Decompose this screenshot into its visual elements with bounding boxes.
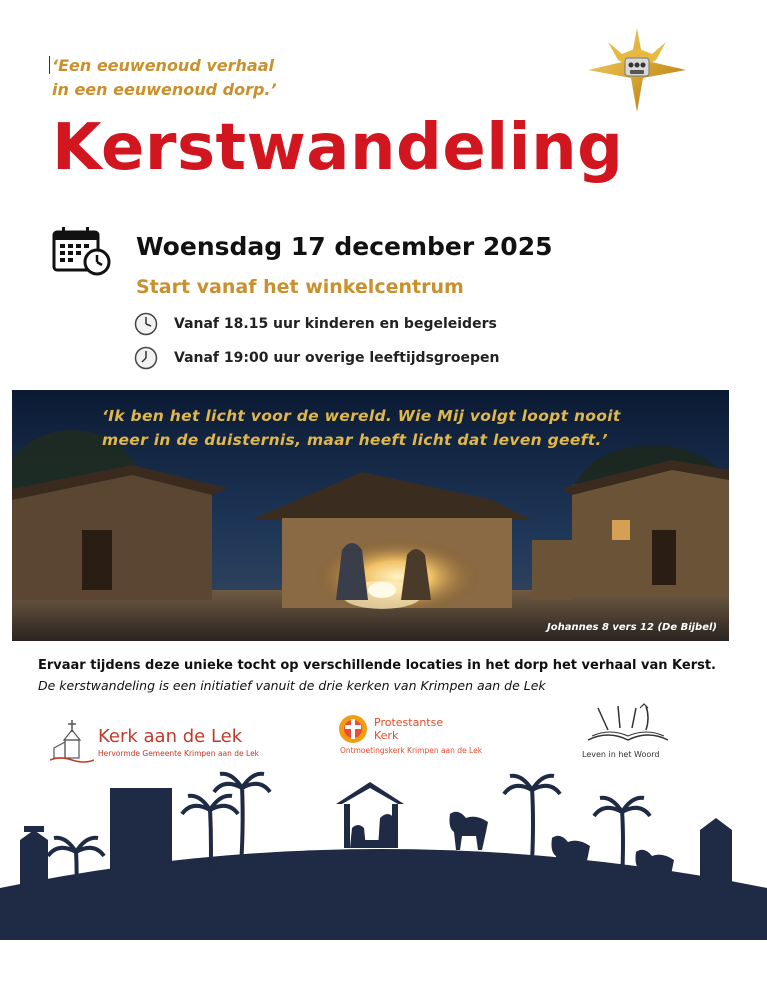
- camel-silhouette: [450, 812, 489, 850]
- logo-name-line-1: Protestantse: [374, 716, 444, 729]
- nativity-photo: [12, 390, 729, 641]
- clock-icon: [134, 312, 158, 336]
- church-icon: [50, 718, 94, 764]
- logo-sub: Leven in het Woord: [582, 750, 660, 759]
- logo-name: [374, 716, 443, 742]
- event-date: Woensdag 17 december 2025: [136, 232, 553, 261]
- time-text-children: Vanaf 18.15 uur kinderen en begeleiders: [174, 316, 497, 332]
- logo-kerk-aan-de-lek: [50, 718, 260, 764]
- logo-protestantse-kerk: [338, 714, 498, 758]
- text-cursor: [49, 56, 50, 74]
- tower-silhouette: [110, 788, 172, 928]
- start-location: Start vanaf het winkelcentrum: [136, 276, 464, 298]
- time-row-others: [134, 345, 499, 371]
- protestant-cross-icon: [338, 714, 368, 744]
- logo-name-line-2: Kerk: [374, 729, 399, 742]
- time-row-children: [134, 311, 497, 337]
- calendar-clock-icon: [52, 226, 112, 276]
- logo-sub: Ontmoetingskerk Krimpen aan de Lek: [340, 746, 483, 755]
- description-italic: De kerstwandeling is een initiatief vanuit de drie kerken van Krimpen aan de Lek: [38, 678, 546, 693]
- logo-leven-in-het-woord: [578, 702, 688, 762]
- page-title: Kerstwandeling: [52, 111, 624, 185]
- stable-roof-silhouette: [336, 782, 404, 804]
- star-icon: [586, 28, 688, 112]
- bible-reference: Johannes 8 vers 12 (De Bijbel): [547, 622, 717, 633]
- bible-quote: ‘Ik ben het licht voor de wereld. Wie Mij volgt loopt nooit meer in de duisternis, maar heeft licht dat leven geeft.’: [102, 407, 621, 449]
- time-text-others: Vanaf 19:00 uur overige leeftijdsgroepen: [174, 350, 500, 366]
- logo-name: Kerk aan de Lek: [98, 726, 243, 747]
- logo-sub: Hervormde Gemeente Krimpen aan de Lek: [98, 749, 260, 758]
- clock-icon: [134, 346, 158, 370]
- tagline: [52, 54, 372, 102]
- description-bold: Ervaar tijdens deze unieke tocht op verschillende locaties in het dorp het verhaal van Kerst.: [38, 658, 716, 673]
- skyline-silhouette: [0, 770, 767, 940]
- open-book-icon: [578, 702, 678, 748]
- minaret-right-silhouette: [700, 818, 732, 920]
- tagline-line-1: ‘Een eeuwenoud verhaal: [52, 56, 274, 75]
- minaret-left-silhouette: [20, 830, 48, 930]
- tagline-line-2: in een eeuwenoud dorp.’: [52, 80, 277, 99]
